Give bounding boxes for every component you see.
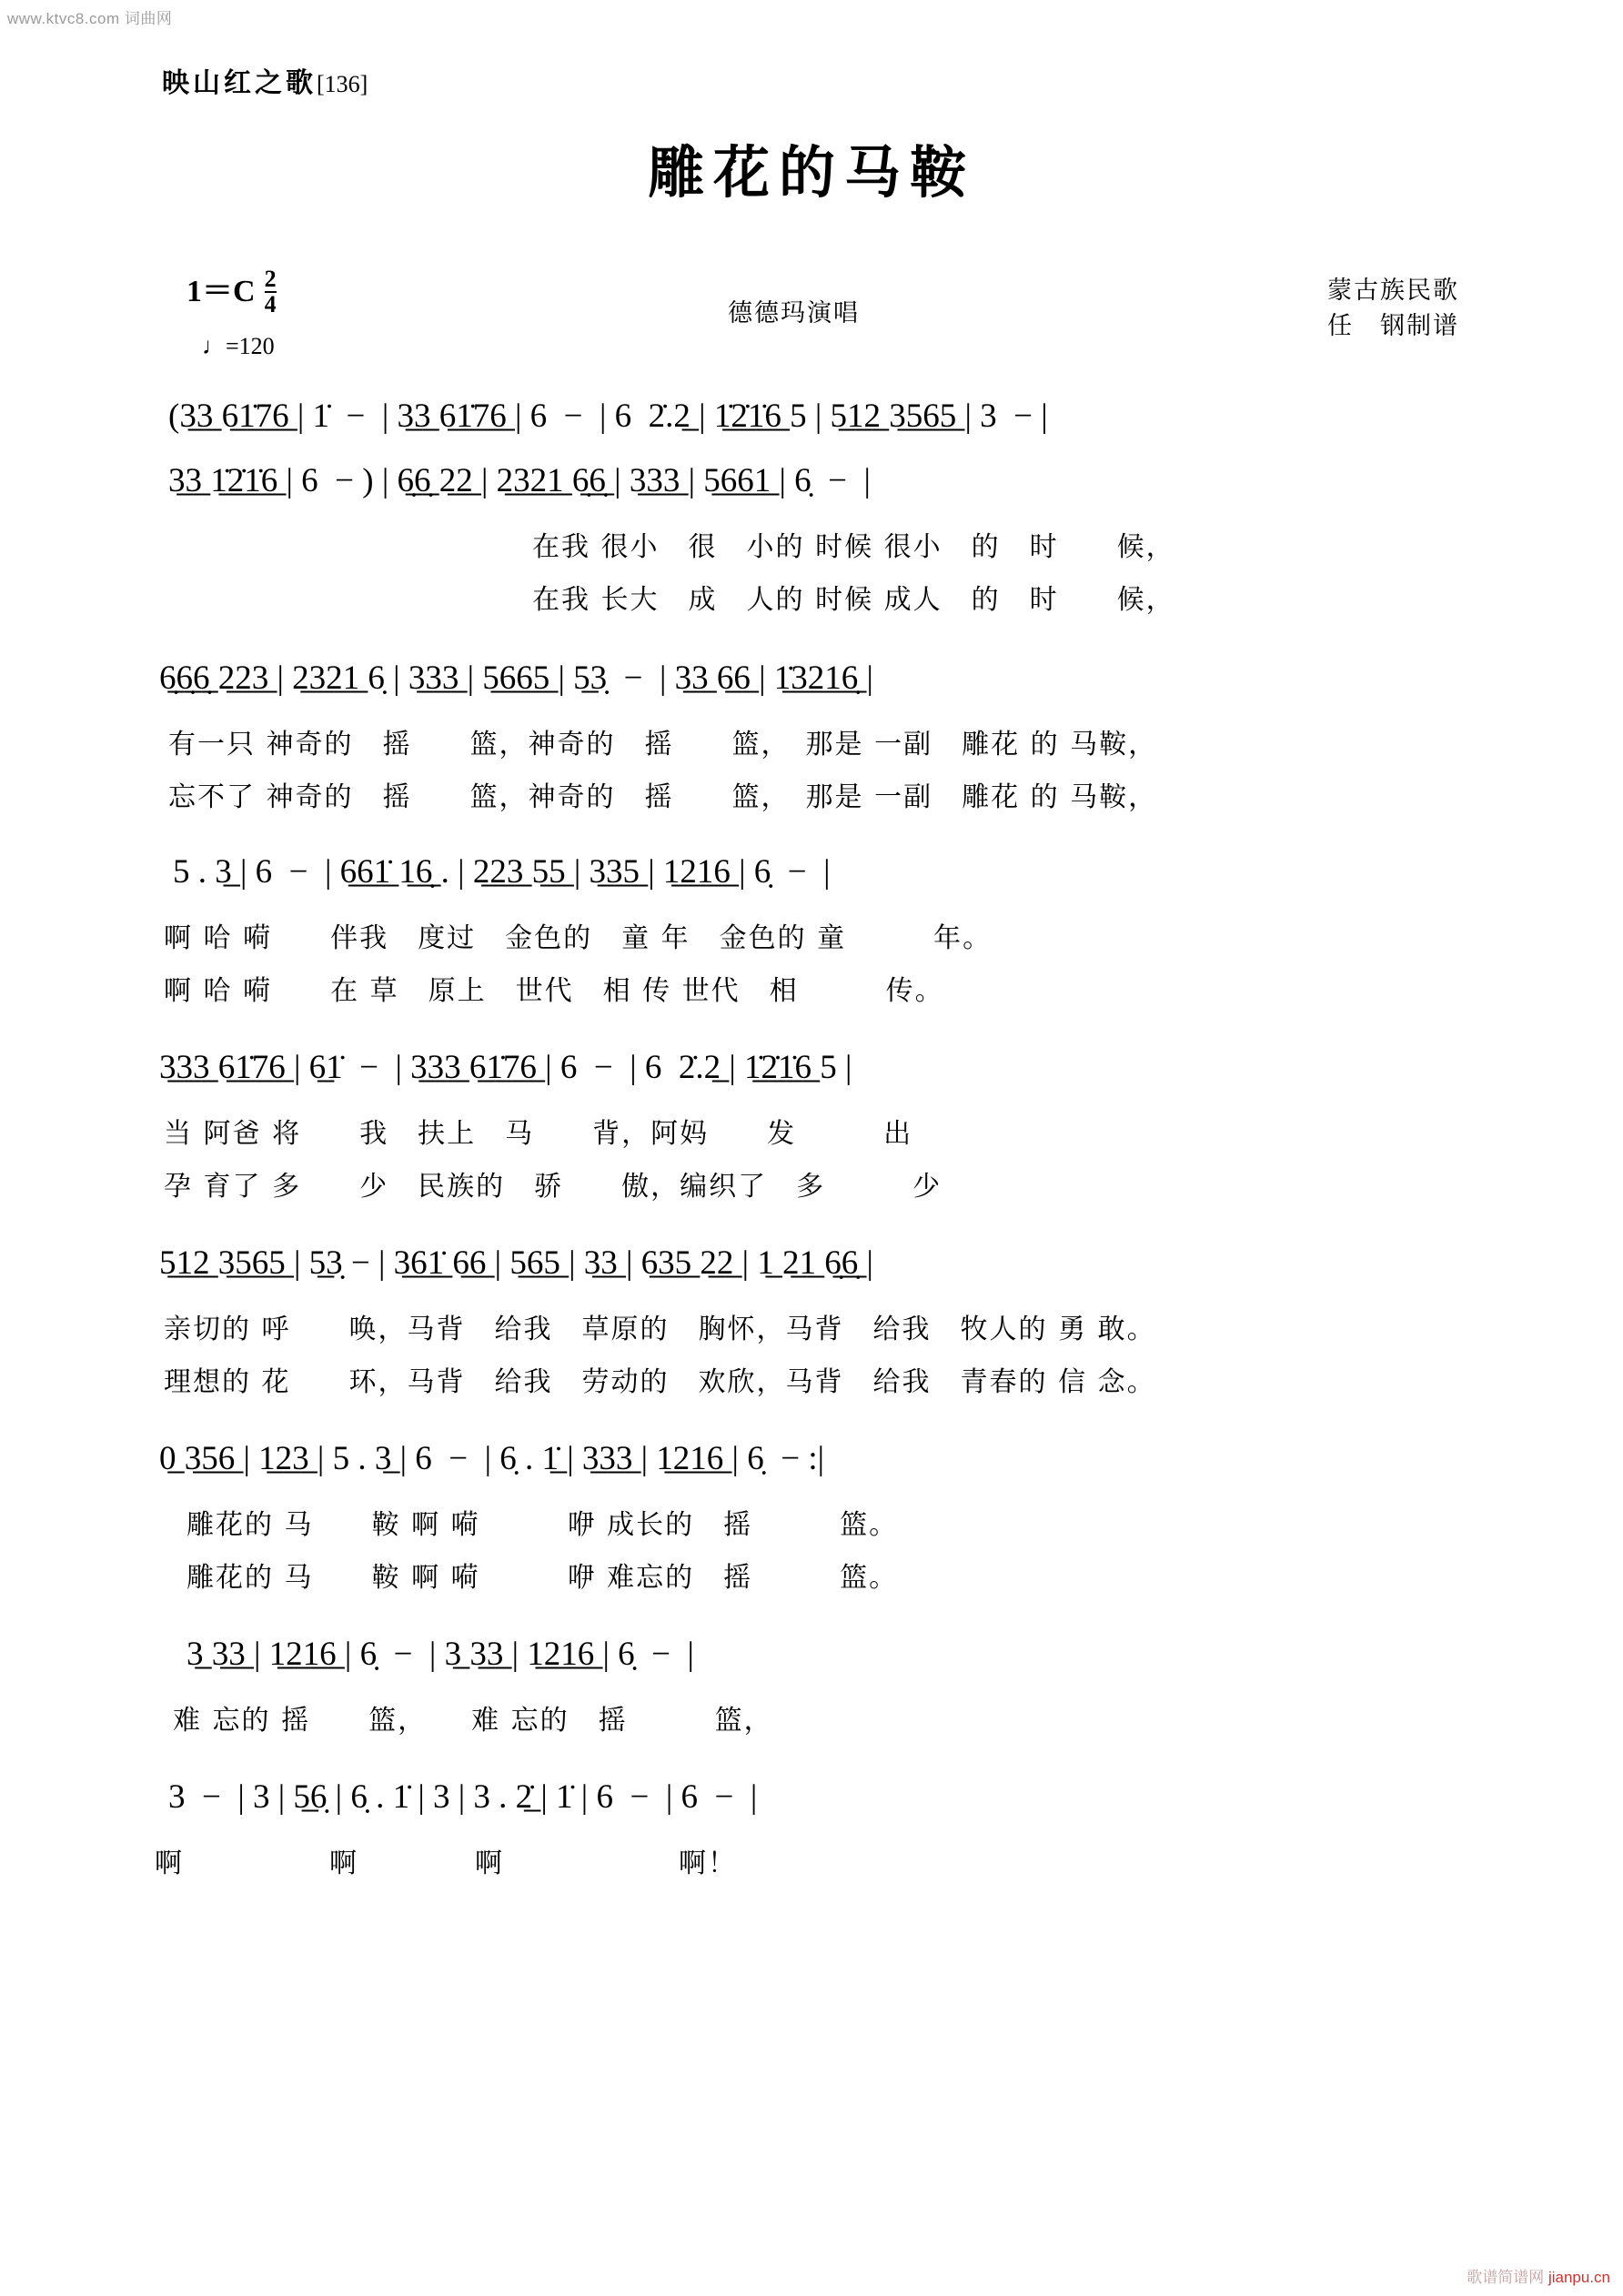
watermark-site-url: jianpu.cn [1547, 2269, 1610, 2286]
music-score [0, 391, 1623, 1880]
lyric-row: 在我 很小 很 小的 时候 很小 的 时 候， [532, 531, 1175, 563]
lyric-row: 有一只 神奇的 摇 篮，神奇的 摇 篮， 那是 一副 雕花 的 马鞍， [168, 729, 1158, 760]
credit-origin: 蒙古族民歌 [1327, 277, 1459, 305]
score-system [159, 1048, 1623, 1203]
notation-row: 3̲3̲ 1̲̇2̲̇1̲̇6̲ | 6 − ) | 6̣̲6̣̲ 2̲2̲ | 2̲3̲2̲1̲ 6̣̲6̣̲ | 3̲3̲3̲ | 5̲6̲6̲1̲ | 6̣ − | [168, 462, 871, 499]
key-signature [186, 266, 277, 318]
page-title: 雕花的马鞍 [647, 139, 975, 206]
lyric-row: 啊 啊 啊 啊！ [155, 1848, 737, 1879]
lyric-row: 啊 哈 嗬 在 草 原上 世代 相 传 世代 相 传。 [164, 975, 944, 1007]
watermark-top-left: www.ktvc8.com 词曲网 [7, 10, 173, 27]
notation-row: 3̲3̲3̲ 6̲1̲̇7̲6̲ | 6̲1̇ − | 3̲3̲3̲ 6̲1̲̇7̲6̲ | 6 − | 6 2̇.2̲ | 1̲̇2̲̇1̲̇6̲ 5 | [159, 1049, 852, 1086]
notation-row: 5 . 3̲ | 6 − | 6̲6̲1̲̇ 1̲6̣̲ . | 2̲2̲3̲ 5̲5̲ | 3̲3̲5̲ | 1̲2̲1̲6̲ | 6̣ − | [173, 853, 831, 891]
score-system [155, 1777, 1623, 1880]
credit-arranger: 任 钢制谱 [1327, 312, 1459, 341]
collection-name: 映山红之歌 [162, 67, 317, 99]
score-system [159, 1439, 1623, 1595]
watermark-site-name: 歌谱简谱网 [1467, 2269, 1548, 2286]
score-system [168, 397, 1623, 436]
notation-row: 5̲1̲2̲ 3̲5̲6̲5̲ | 5̲3̣ − | 3̲6̲1̲̇ 6̲6̲ | 5̲6̲5̲ | 3̲3̲ | 6̲3̲5̲ 2̲2̲ | 1̲ 2̲1̲ 6̣̲6̣̲ | [159, 1244, 873, 1282]
composer-credits [1327, 273, 1459, 344]
notation-row: 0̲ 3̲5̲6̲ | 1̲2̲3̲ | 5 . 3̲ | 6 − | 6̣ . 1̲̇ | 3̲3̲3̲ | 1̲2̲1̲6̲ | 6̣ − :| [159, 1440, 825, 1477]
lyric-row: 当 阿爸 将 我 扶上 马 背，阿妈 发 出 [164, 1118, 913, 1150]
watermark-bottom-right [1467, 2264, 1610, 2287]
meter-denominator: 4 [264, 291, 277, 318]
lyric-row: 理想的 花 环，马背 给我 劳动的 欢欣，马背 给我 青春的 信 念。 [164, 1366, 1156, 1398]
lyric-row: 亲切的 呼 唤，马背 给我 草原的 胸怀，马背 给我 牧人的 勇 敢。 [164, 1314, 1156, 1345]
lyric-row: 在我 长大 成 人的 时候 成人 的 时 候， [532, 584, 1175, 616]
meter-numerator: 2 [264, 266, 277, 293]
score-system [168, 461, 1623, 617]
notation-row: (3̲3̲ 6̲1̲̇7̲6̲ | 1̇ − | 3̲3̲ 6̲1̲̇7̲6̲ | 6 − | 6 2̇.2̲ | 1̲̇2̲̇1̲̇6̲ 5 | 5̲1̲2̲ 3̲5̲6̲5̲ | 3 − | [168, 398, 1048, 435]
lyric-row: 难 忘的 摇 篮， 难 忘的 摇 篮， [173, 1705, 773, 1737]
lyric-row: 雕花的 马 鞍 啊 嗬 咿 成长的 摇 篮。 [186, 1509, 899, 1541]
lyric-row: 忘不了 神奇的 摇 篮，神奇的 摇 篮， 那是 一副 雕花 的 马鞍， [168, 781, 1158, 813]
singer-credit: 德德玛演唱 [728, 299, 860, 327]
tempo-marking: ♩=120 [202, 333, 275, 359]
lyric-row: 孕 育了 多 少 民族的 骄 傲，编织了 多 少 [164, 1171, 943, 1203]
time-signature [265, 267, 277, 317]
collection-number: [136] [317, 71, 368, 97]
key-text: 1＝C [186, 275, 256, 308]
lyric-row: 雕花的 马 鞍 啊 嗬 咿 难忘的 摇 篮。 [186, 1562, 899, 1594]
score-system [173, 1635, 1623, 1737]
score-system [159, 659, 1623, 814]
lyric-row: 啊 哈 嗬 伴我 度过 金色的 童 年 金色的 童 年。 [164, 922, 993, 954]
notation-row: 6̣̲6̣̲6̣̲ 2̲2̲3̲ | 2̲3̲2̲1̲ 6̣ | 3̲3̲3̲ | 5̲6̲6̲5̲ | 5̲3̣ − | 3̲3̲ 6̲6̲ | 1̲̇3̲2̲1̲6̣̲ | [159, 660, 873, 697]
score-system [164, 852, 1623, 1008]
notation-row: 3 − | 3 | 5̲6̣ | 6̣ . 1̇ | 3 | 3 . 2̲̇ | 1̇ | 6 − | 6 − | [168, 1778, 758, 1816]
notation-row: 3̲ 3̲3̲ | 1̲2̲1̲6̲ | 6̣ − | 3̲ 3̲3̲ | 1̲2̲1̲6̲ | 6̣ − | [186, 1636, 694, 1673]
collection-label [162, 60, 368, 100]
score-system [159, 1244, 1623, 1399]
